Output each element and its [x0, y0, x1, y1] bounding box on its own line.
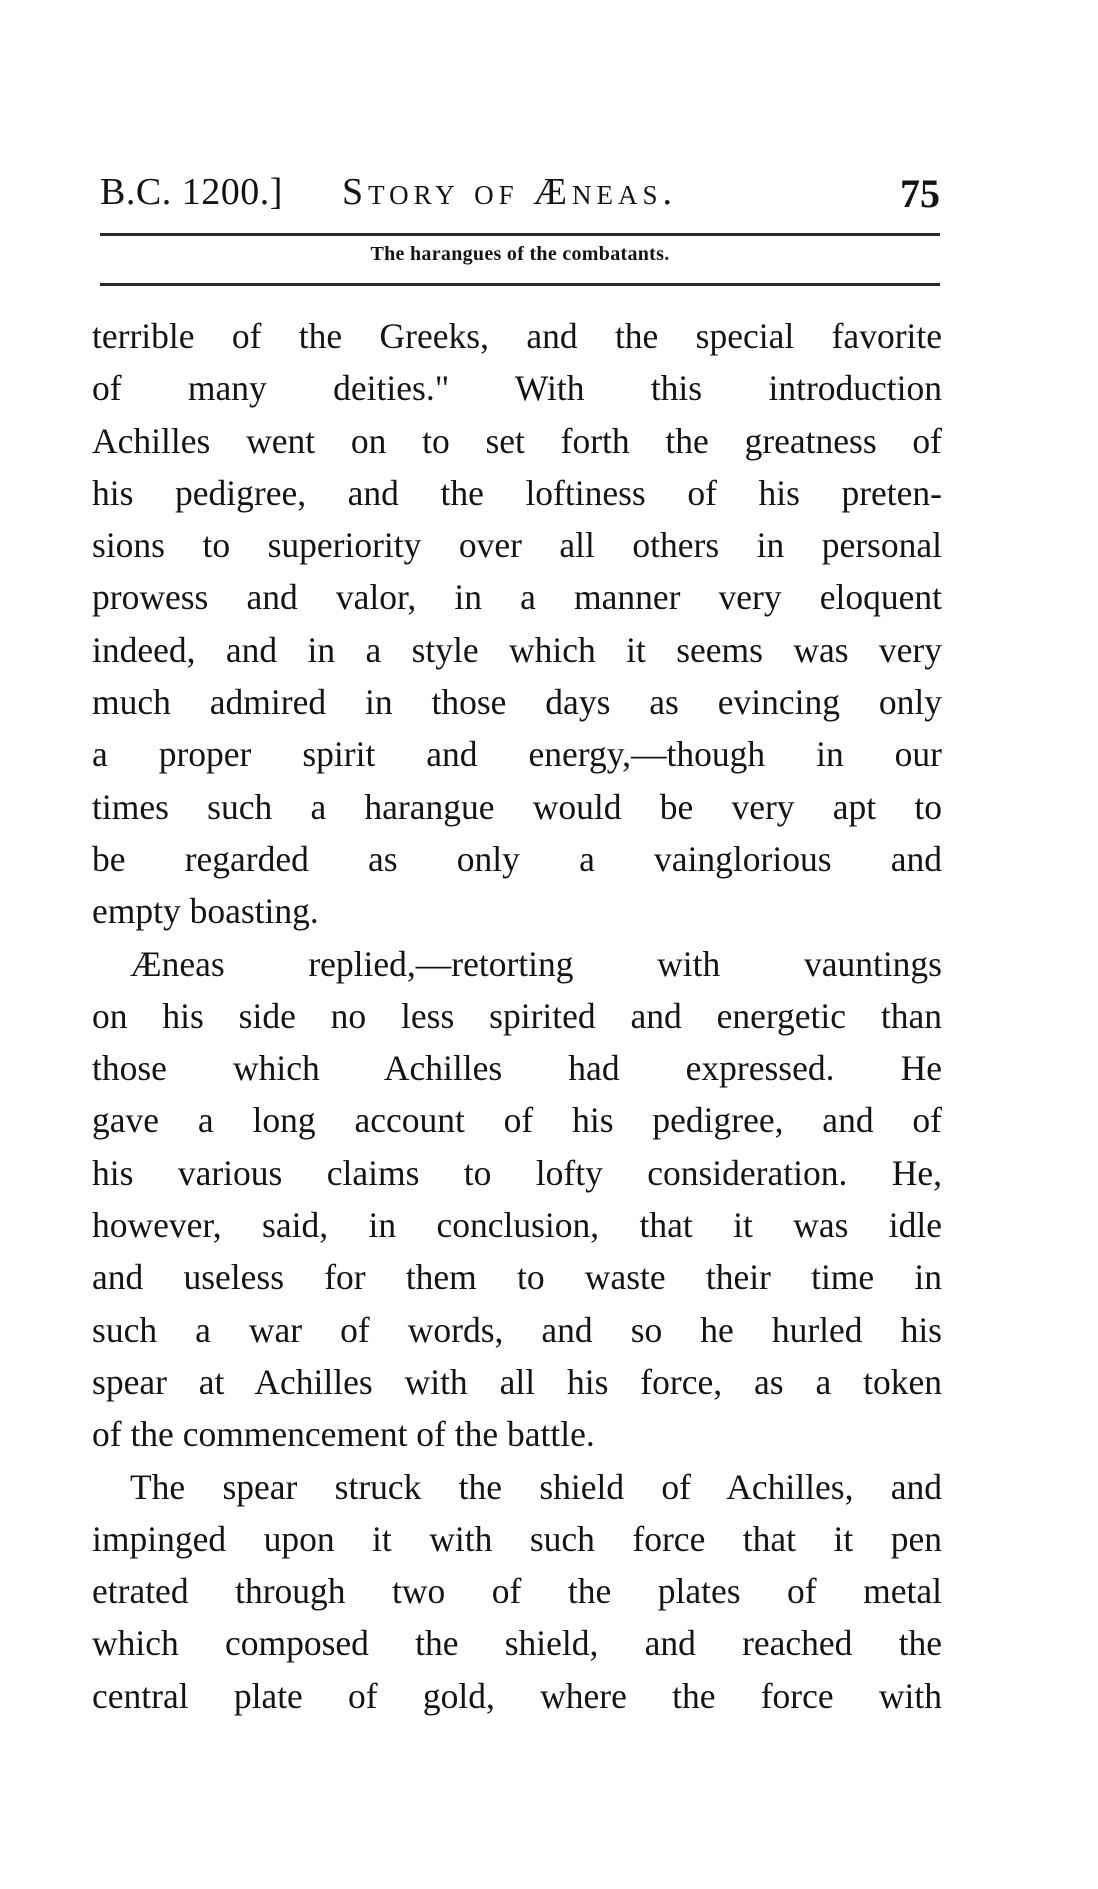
text-line: sions to superiority over all others in personal: [92, 525, 942, 566]
running-header: [100, 160, 940, 220]
text-line: a proper spirit and energy,—though in our: [92, 734, 942, 775]
text-line: terrible of the Greeks, and the special favorite: [92, 316, 942, 356]
text-line: The spear struck the shield of Achilles, and: [130, 1466, 942, 1507]
text-line: gave a long account of his pedigree, and of: [92, 1100, 942, 1141]
paragraph-3: [92, 1461, 942, 1722]
running-title: Story of Æneas.: [342, 171, 677, 213]
text-line: of many deities." With this introduction: [92, 368, 942, 409]
text-line: etrated through two of the plates of metal: [92, 1571, 942, 1612]
text-line: indeed, and in a style which it seems was very: [92, 629, 942, 670]
text-line: his various claims to lofty consideration. He,: [92, 1152, 942, 1193]
text-line: spear at Achilles with all his force, as a token: [92, 1361, 942, 1402]
text-line: Achilles went on to set forth the greatness of: [92, 420, 942, 461]
running-date: B.C. 1200.]: [100, 171, 283, 213]
text-line: his pedigree, and the loftiness of his preten-: [92, 472, 942, 513]
text-line: such a war of words, and so he hurled his: [92, 1309, 942, 1350]
text-line: and useless for them to waste their time in: [92, 1257, 942, 1298]
paragraph-1: [92, 310, 942, 938]
text-line: much admired in those days as evincing only: [92, 682, 942, 723]
text-line: prowess and valor, in a manner very eloquent: [92, 577, 942, 618]
text-line: which composed the shield, and reached the: [92, 1623, 942, 1664]
text-line: on his side no less spirited and energetic than: [92, 995, 942, 1036]
text-line: times such a harangue would be very apt to: [92, 786, 942, 827]
text-line: impinged upon it with such force that it pen: [92, 1518, 942, 1559]
header-rule-bottom: [100, 283, 940, 286]
text-line: those which Achilles had expressed. He: [92, 1048, 942, 1089]
text-line: empty boasting.: [92, 891, 319, 932]
page-number: 75: [900, 171, 940, 216]
header-rule-top: [100, 233, 940, 236]
text-line: be regarded as only a vainglorious and: [92, 838, 942, 879]
section-subhead: The harangues of the combatants.: [370, 243, 670, 265]
text-line: central plate of gold, where the force with: [92, 1675, 942, 1716]
paragraph-2: [92, 938, 942, 1461]
text-line: of the commencement of the battle.: [92, 1414, 595, 1455]
text-line: Æneas replied,—retorting with vauntings: [130, 943, 942, 984]
text-line: however, said, in conclusion, that it was idle: [92, 1205, 942, 1246]
body-text: [92, 310, 942, 1722]
